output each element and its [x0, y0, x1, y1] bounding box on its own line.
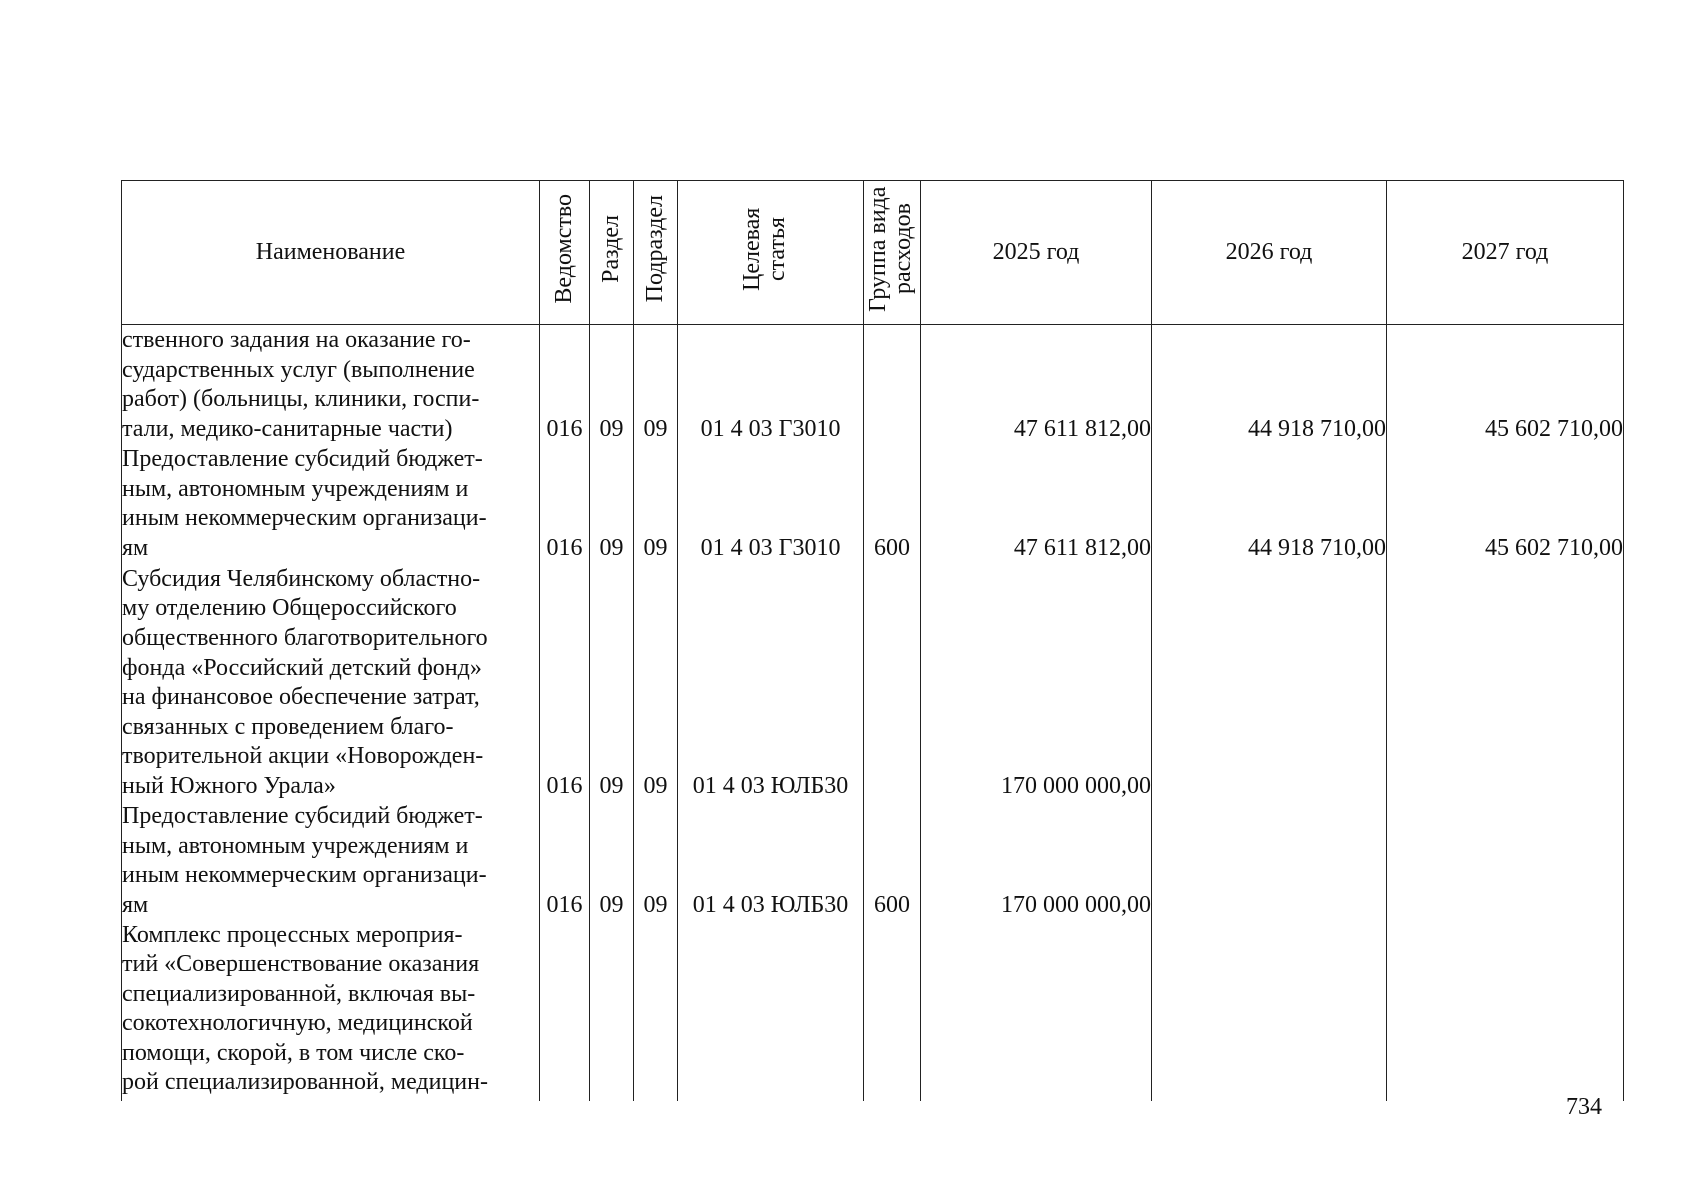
cell-celevaya: 01 4 03 ЮЛБ30 [678, 802, 864, 921]
header-vedomstvo: Ведомство [540, 181, 590, 325]
cell-vedomstvo: 016 [540, 802, 590, 921]
header-2025: 2025 год [921, 181, 1152, 325]
cell-2027: 45 602 710,00 [1387, 325, 1624, 445]
cell-podrazdel [634, 921, 678, 1101]
cell-podrazdel: 09 [634, 445, 678, 564]
cell-vedomstvo [540, 921, 590, 1101]
cell-razdel: 09 [590, 325, 634, 445]
cell-gruppa [864, 921, 921, 1101]
cell-celevaya [678, 921, 864, 1101]
cell-gruppa [864, 325, 921, 445]
cell-podrazdel: 09 [634, 325, 678, 445]
cell-razdel: 09 [590, 564, 634, 802]
page-number: 734 [1566, 1094, 1602, 1120]
cell-2025 [921, 921, 1152, 1101]
cell-podrazdel: 09 [634, 802, 678, 921]
table-row [122, 325, 1624, 445]
header-2027: 2027 год [1387, 181, 1624, 325]
cell-gruppa: 600 [864, 445, 921, 564]
cell-razdel: 09 [590, 802, 634, 921]
row-name: ственного задания на оказание го- сударственных услуг (выполнение работ) (больницы, клиники, госпи- тали, медико-санитарные части) [122, 325, 540, 445]
cell-2025: 170 000 000,00 [921, 564, 1152, 802]
cell-vedomstvo: 016 [540, 445, 590, 564]
header-razdel: Раздел [590, 181, 634, 325]
row-name: Предоставление субсидий бюджет- ным, автономным учреждениям и иным некоммерческим организаци- ям [122, 445, 540, 564]
cell-celevaya: 01 4 03 Г3010 [678, 445, 864, 564]
cell-2027 [1387, 802, 1624, 921]
cell-celevaya: 01 4 03 ЮЛБ30 [678, 564, 864, 802]
table-row [122, 802, 1624, 921]
cell-vedomstvo: 016 [540, 564, 590, 802]
cell-podrazdel: 09 [634, 564, 678, 802]
table-row [122, 921, 1624, 1101]
cell-celevaya: 01 4 03 Г3010 [678, 325, 864, 445]
header-2026: 2026 год [1152, 181, 1387, 325]
header-celevaya: Целевая статья [678, 181, 864, 325]
cell-2026: 44 918 710,00 [1152, 325, 1387, 445]
table-row [122, 445, 1624, 564]
cell-2027: 45 602 710,00 [1387, 445, 1624, 564]
cell-2025: 47 611 812,00 [921, 325, 1152, 445]
cell-2027 [1387, 921, 1624, 1101]
row-name: Предоставление субсидий бюджет- ным, автономным учреждениям и иным некоммерческим организаци- ям [122, 802, 540, 921]
table-row [122, 564, 1624, 802]
cell-razdel [590, 921, 634, 1101]
cell-2026: 44 918 710,00 [1152, 445, 1387, 564]
row-name: Комплекс процессных мероприя- тий «Совершенствование оказания специализированной, включая вы- сокотехнологичную, медицинской помощи, скорой, в том числе ско- рой специализированной, медицин- [122, 921, 540, 1101]
header-podrazdel: Подраздел [634, 181, 678, 325]
cell-vedomstvo: 016 [540, 325, 590, 445]
cell-2025: 47 611 812,00 [921, 445, 1152, 564]
header-gruppa: Группа вида расходов [864, 181, 921, 325]
cell-gruppa: 600 [864, 802, 921, 921]
budget-table [121, 180, 1624, 1101]
cell-2026 [1152, 564, 1387, 802]
cell-razdel: 09 [590, 445, 634, 564]
header-name: Наименование [122, 181, 540, 325]
cell-2025: 170 000 000,00 [921, 802, 1152, 921]
cell-2027 [1387, 564, 1624, 802]
cell-gruppa [864, 564, 921, 802]
cell-2026 [1152, 921, 1387, 1101]
cell-2026 [1152, 802, 1387, 921]
table-header-row [122, 181, 1624, 325]
row-name: Субсидия Челябинскому областно- му отделению Общероссийского общественного благотворительного фонда «Российский детский фонд» на финансовое обеспечение затрат, связанных с проведением благо- творительной акции «Новорожден- ный Южного Урала» [122, 564, 540, 802]
